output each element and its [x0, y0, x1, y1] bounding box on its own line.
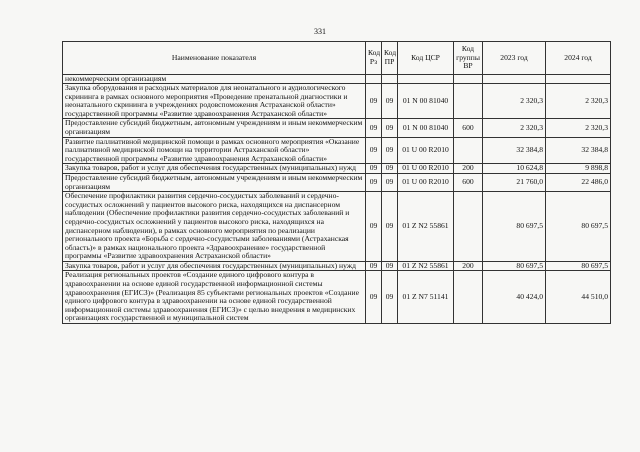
- table-row: [63, 164, 611, 174]
- row-rz: 09: [366, 173, 382, 191]
- row-csr: 01 Z N2 55861: [398, 192, 454, 262]
- row-csr: 01 U 00 R2010: [398, 173, 454, 191]
- row-name: Закупка оборудования и расходных материалов для неонатального и аудиологического скрининга в рамках основного мероприятия «Проведение пренатальной диагностики и неонатального скрининга в учреждениях родовспоможения Астраханской области» государственной программы «Развитие здравоохранения Астраханской области»: [63, 84, 366, 119]
- row-vr: 600: [454, 173, 483, 191]
- row-2023: 80 697,5: [483, 192, 546, 262]
- row-rz: 09: [366, 261, 382, 271]
- row-name: Предоставление субсидий бюджетным, автономным учреждениям и иным некоммерческим организациям: [63, 119, 366, 137]
- row-vr: [454, 137, 483, 164]
- row-2024: 2 320,3: [546, 84, 611, 119]
- row-2024: 22 486,0: [546, 173, 611, 191]
- table-row: [63, 75, 611, 84]
- row-2023: 2 320,3: [483, 84, 546, 119]
- header-rz: Код Рз: [366, 42, 382, 75]
- row-vr: [454, 75, 483, 84]
- table-row: [63, 84, 611, 119]
- table-body: [63, 75, 611, 324]
- row-2023: 40 424,0: [483, 271, 546, 324]
- row-pr: 09: [382, 271, 398, 324]
- row-pr: [382, 75, 398, 84]
- header-pr: Код ПР: [382, 42, 398, 75]
- row-csr: 01 U 00 R2010: [398, 164, 454, 174]
- row-2024: [546, 75, 611, 84]
- page-number: 331: [314, 27, 326, 36]
- row-2023: 10 624,8: [483, 164, 546, 174]
- row-2024: 9 898,8: [546, 164, 611, 174]
- row-name: Развитие паллиативной медицинской помощи в рамках основного мероприятия «Оказание паллиативной медицинской помощи на территории Астраханской области» государственной программы «Развитие здравоохранения Астраханской области»: [63, 137, 366, 164]
- row-pr: 09: [382, 192, 398, 262]
- row-rz: 09: [366, 164, 382, 174]
- row-pr: 09: [382, 119, 398, 137]
- table-row: [63, 271, 611, 324]
- row-rz: 09: [366, 192, 382, 262]
- table-row: [63, 137, 611, 164]
- row-rz: 09: [366, 84, 382, 119]
- row-rz: 09: [366, 119, 382, 137]
- row-2024: 32 384,8: [546, 137, 611, 164]
- row-pr: 09: [382, 164, 398, 174]
- row-csr: 01 Z N2 55861: [398, 261, 454, 271]
- row-pr: 09: [382, 261, 398, 271]
- header-2023: 2023 год: [483, 42, 546, 75]
- row-csr: 01 Z N7 51141: [398, 271, 454, 324]
- row-csr: 01 N 00 81040: [398, 84, 454, 119]
- header-2024: 2024 год: [546, 42, 611, 75]
- row-pr: 09: [382, 137, 398, 164]
- row-rz: [366, 75, 382, 84]
- table-header: [63, 42, 611, 75]
- table-row: [63, 261, 611, 271]
- row-csr: 01 U 00 R2010: [398, 137, 454, 164]
- row-rz: 09: [366, 137, 382, 164]
- row-rz: 09: [366, 271, 382, 324]
- header-vr: Код группы ВР: [454, 42, 483, 75]
- row-vr: [454, 84, 483, 119]
- row-2023: [483, 75, 546, 84]
- row-vr: [454, 271, 483, 324]
- row-vr: 600: [454, 119, 483, 137]
- row-2023: 80 697,5: [483, 261, 546, 271]
- row-vr: 200: [454, 164, 483, 174]
- header-row: [63, 42, 611, 75]
- row-name: Обеспечение профилактики развития сердечно-сосудистых заболеваний и сердечно-сосудистых осложнений у пациентов высокого риска, находящихся на диспансерном наблюдении (Обеспечение профилактики развития сердечно-сосудистых заболеваний и сердечно-сосудистых осложнений у пациентов высокого риска, находящихся на диспансерном наблюдении), в рамках основного мероприятия по реализации регионального проекта «Борьба с сердечно-сосудистыми заболеваниями (Астраханская область)» в рамках национального проекта «Здравоохранение» государственной программы «Развитие здравоохранения Астраханской области»: [63, 192, 366, 262]
- row-2024: 80 697,5: [546, 261, 611, 271]
- row-vr: [454, 192, 483, 262]
- header-csr: Код ЦСР: [398, 42, 454, 75]
- row-vr: 200: [454, 261, 483, 271]
- budget-table: [62, 41, 611, 324]
- table-row: [63, 119, 611, 137]
- row-name: Закупка товаров, работ и услуг для обеспечения государственных (муниципальных) нужд: [63, 164, 366, 174]
- table-row: [63, 192, 611, 262]
- row-2024: 2 320,3: [546, 119, 611, 137]
- row-2023: 32 384,8: [483, 137, 546, 164]
- row-pr: 09: [382, 173, 398, 191]
- row-2024: 44 510,0: [546, 271, 611, 324]
- row-2023: 2 320,3: [483, 119, 546, 137]
- row-name: Предоставление субсидий бюджетным, автономным учреждениям и иным некоммерческим организациям: [63, 173, 366, 191]
- row-2023: 21 760,0: [483, 173, 546, 191]
- row-2024: 80 697,5: [546, 192, 611, 262]
- row-pr: 09: [382, 84, 398, 119]
- table-row: [63, 173, 611, 191]
- header-name: Наименование показателя: [63, 42, 366, 75]
- row-name: Закупка товаров, работ и услуг для обеспечения государственных (муниципальных) нужд: [63, 261, 366, 271]
- row-name: Реализация региональных проектов «Создание единого цифрового контура в здравоохранении на основе единой государственной информационной системы здравоохранения (ЕГИСЗ)» (Реализация 85 субъектами региональных проектов «Создание единого цифрового контура в здравоохранении на основе единой государственной информационной системы здравоохранения (ЕГИСЗ)» с целью внедрения в медицинских организациях государственной и муниципальной систем: [63, 271, 366, 324]
- row-name: некоммерческим организациям: [63, 75, 366, 84]
- row-csr: 01 N 00 81040: [398, 119, 454, 137]
- row-csr: [398, 75, 454, 84]
